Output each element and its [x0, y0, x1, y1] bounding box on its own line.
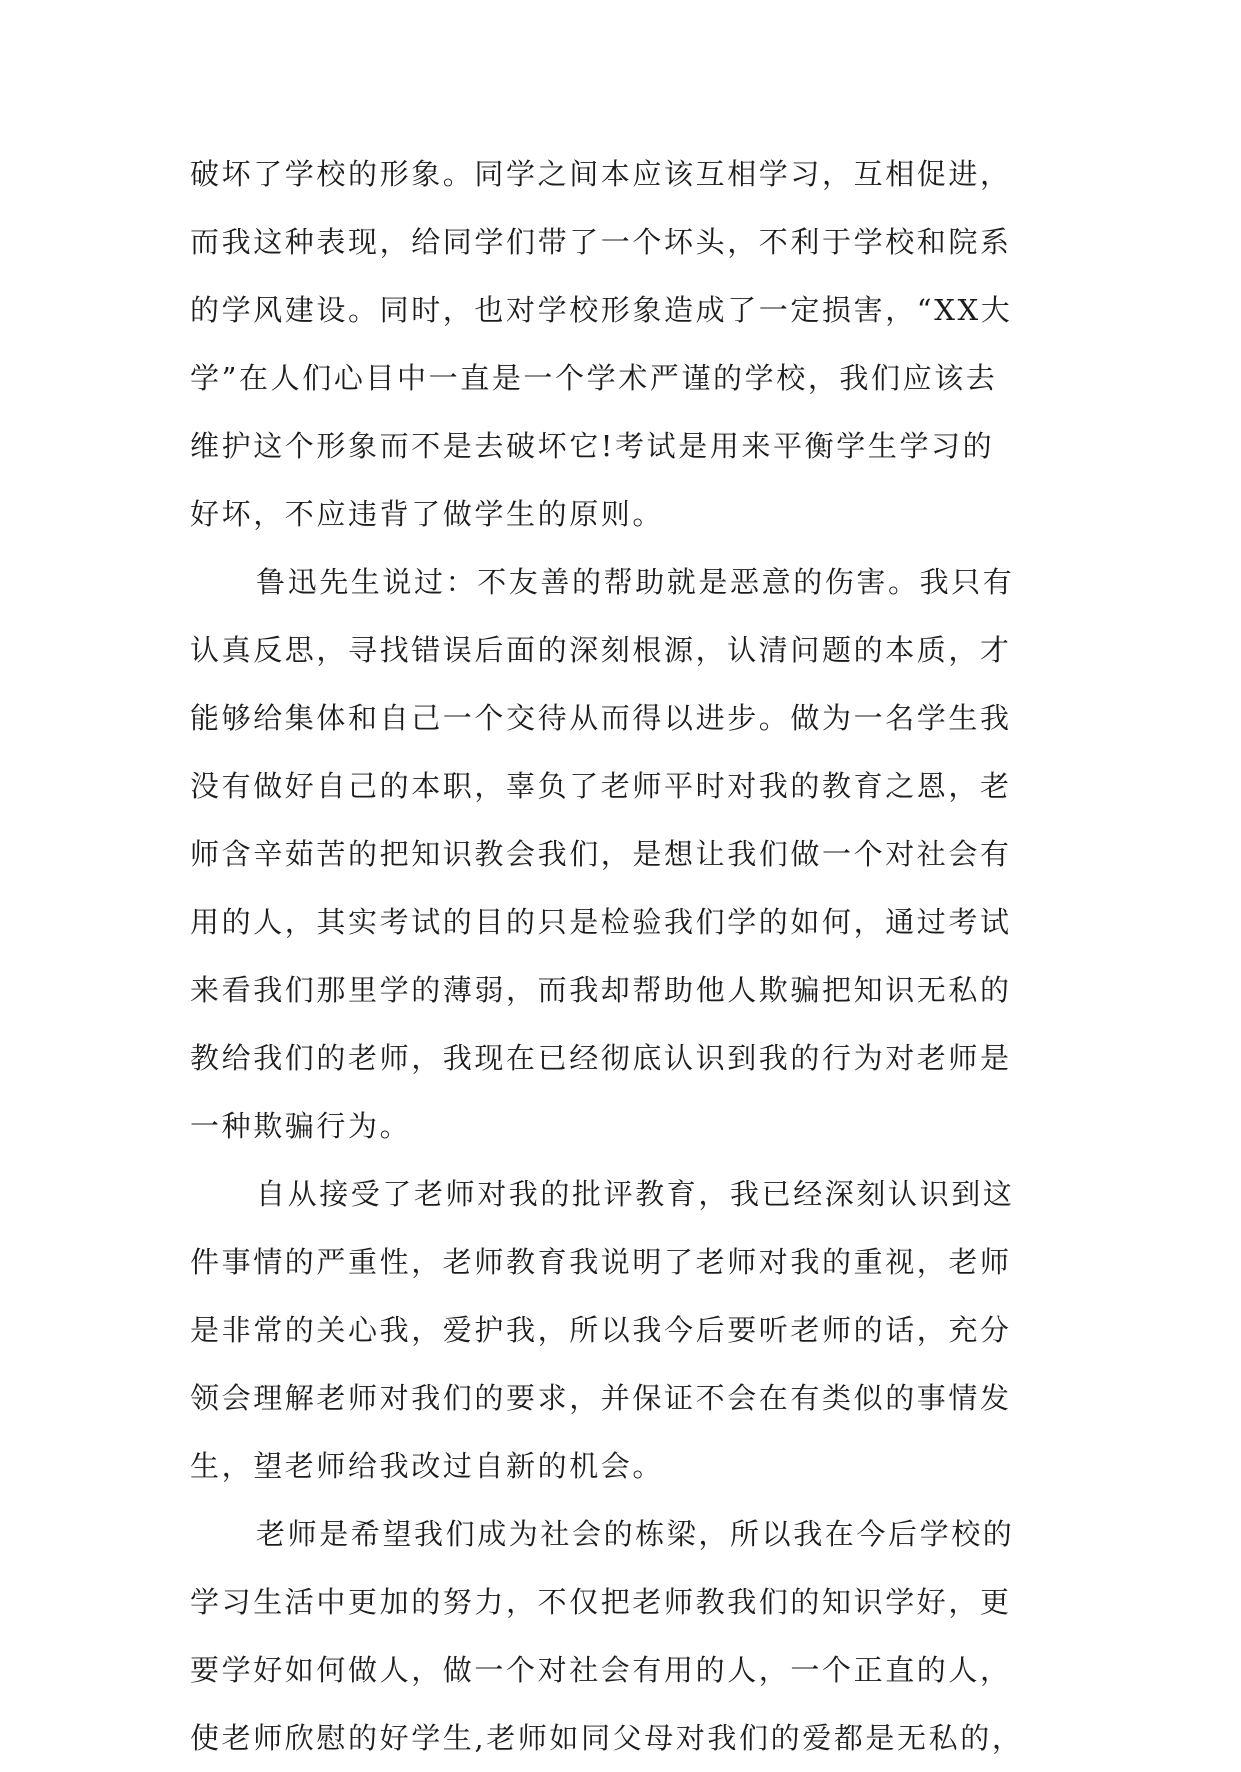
- text-line: 认真反思，寻找错误后面的深刻根源，认清问题的本质，才: [190, 633, 1012, 667]
- text-line: 领会理解老师对我们的要求，并保证不会在有类似的事情发: [190, 1381, 1012, 1415]
- paragraph-start-line: 老师是希望我们成为社会的栋梁，所以我在今后学校的: [256, 1517, 1015, 1551]
- text-line: 学习生活中更加的努力，不仅把老师教我们的知识学好，更: [190, 1585, 1012, 1619]
- text-line: 能够给集体和自己一个交待从而得以进步。做为一名学生我: [190, 701, 1012, 735]
- text-line: 要学好如何做人，做一个对社会有用的人，一个正直的人，: [190, 1653, 1012, 1687]
- text-line: 教给我们的老师，我现在已经彻底认识到我的行为对老师是: [190, 1041, 1012, 1075]
- text-line: 使老师欣慰的好学生,老师如同父母对我们的爱都是无私的，: [190, 1721, 1024, 1755]
- text-line: 师含辛茹苦的把知识教会我们，是想让我们做一个对社会有: [190, 837, 1012, 871]
- text-line: 来看我们那里学的薄弱，而我却帮助他人欺骗把知识无私的: [190, 973, 1012, 1007]
- text-line: 没有做好自己的本职，辜负了老师平时对我的教育之恩，老: [190, 769, 1012, 803]
- text-line: 生，望老师给我改过自新的机会。: [190, 1449, 665, 1483]
- paragraph-start-line: 鲁迅先生说过：不友善的帮助就是恶意的伤害。我只有: [256, 565, 1015, 599]
- text-line: 学”在人们心目中一直是一个学术严谨的学校，我们应该去: [190, 361, 998, 395]
- text-line: 破坏了学校的形象。同学之间本应该互相学习，互相促进，: [190, 157, 1012, 191]
- text-line: 件事情的严重性，老师教育我说明了老师对我的重视，老师: [190, 1245, 1012, 1279]
- text-line: 用的人，其实考试的目的只是检验我们学的如何，通过考试: [190, 905, 1012, 939]
- text-line: 维护这个形象而不是去破坏它!考试是用来平衡学生学习的: [190, 429, 995, 463]
- text-line: 的学风建设。同时，也对学校形象造成了一定损害，“XX大: [190, 293, 1013, 327]
- document-body: [190, 140, 1070, 1772]
- text-line: 是非常的关心我，爱护我，所以我今后要听老师的话，充分: [190, 1313, 1012, 1347]
- text-line: 好坏，不应违背了做学生的原则。: [190, 497, 665, 531]
- paragraph-start-line: 自从接受了老师对我的批评教育，我已经深刻认识到这: [256, 1177, 1015, 1211]
- text-line: 一种欺骗行为。: [190, 1109, 412, 1143]
- text-line: 而我这种表现，给同学们带了一个坏头，不利于学校和院系: [190, 225, 1012, 259]
